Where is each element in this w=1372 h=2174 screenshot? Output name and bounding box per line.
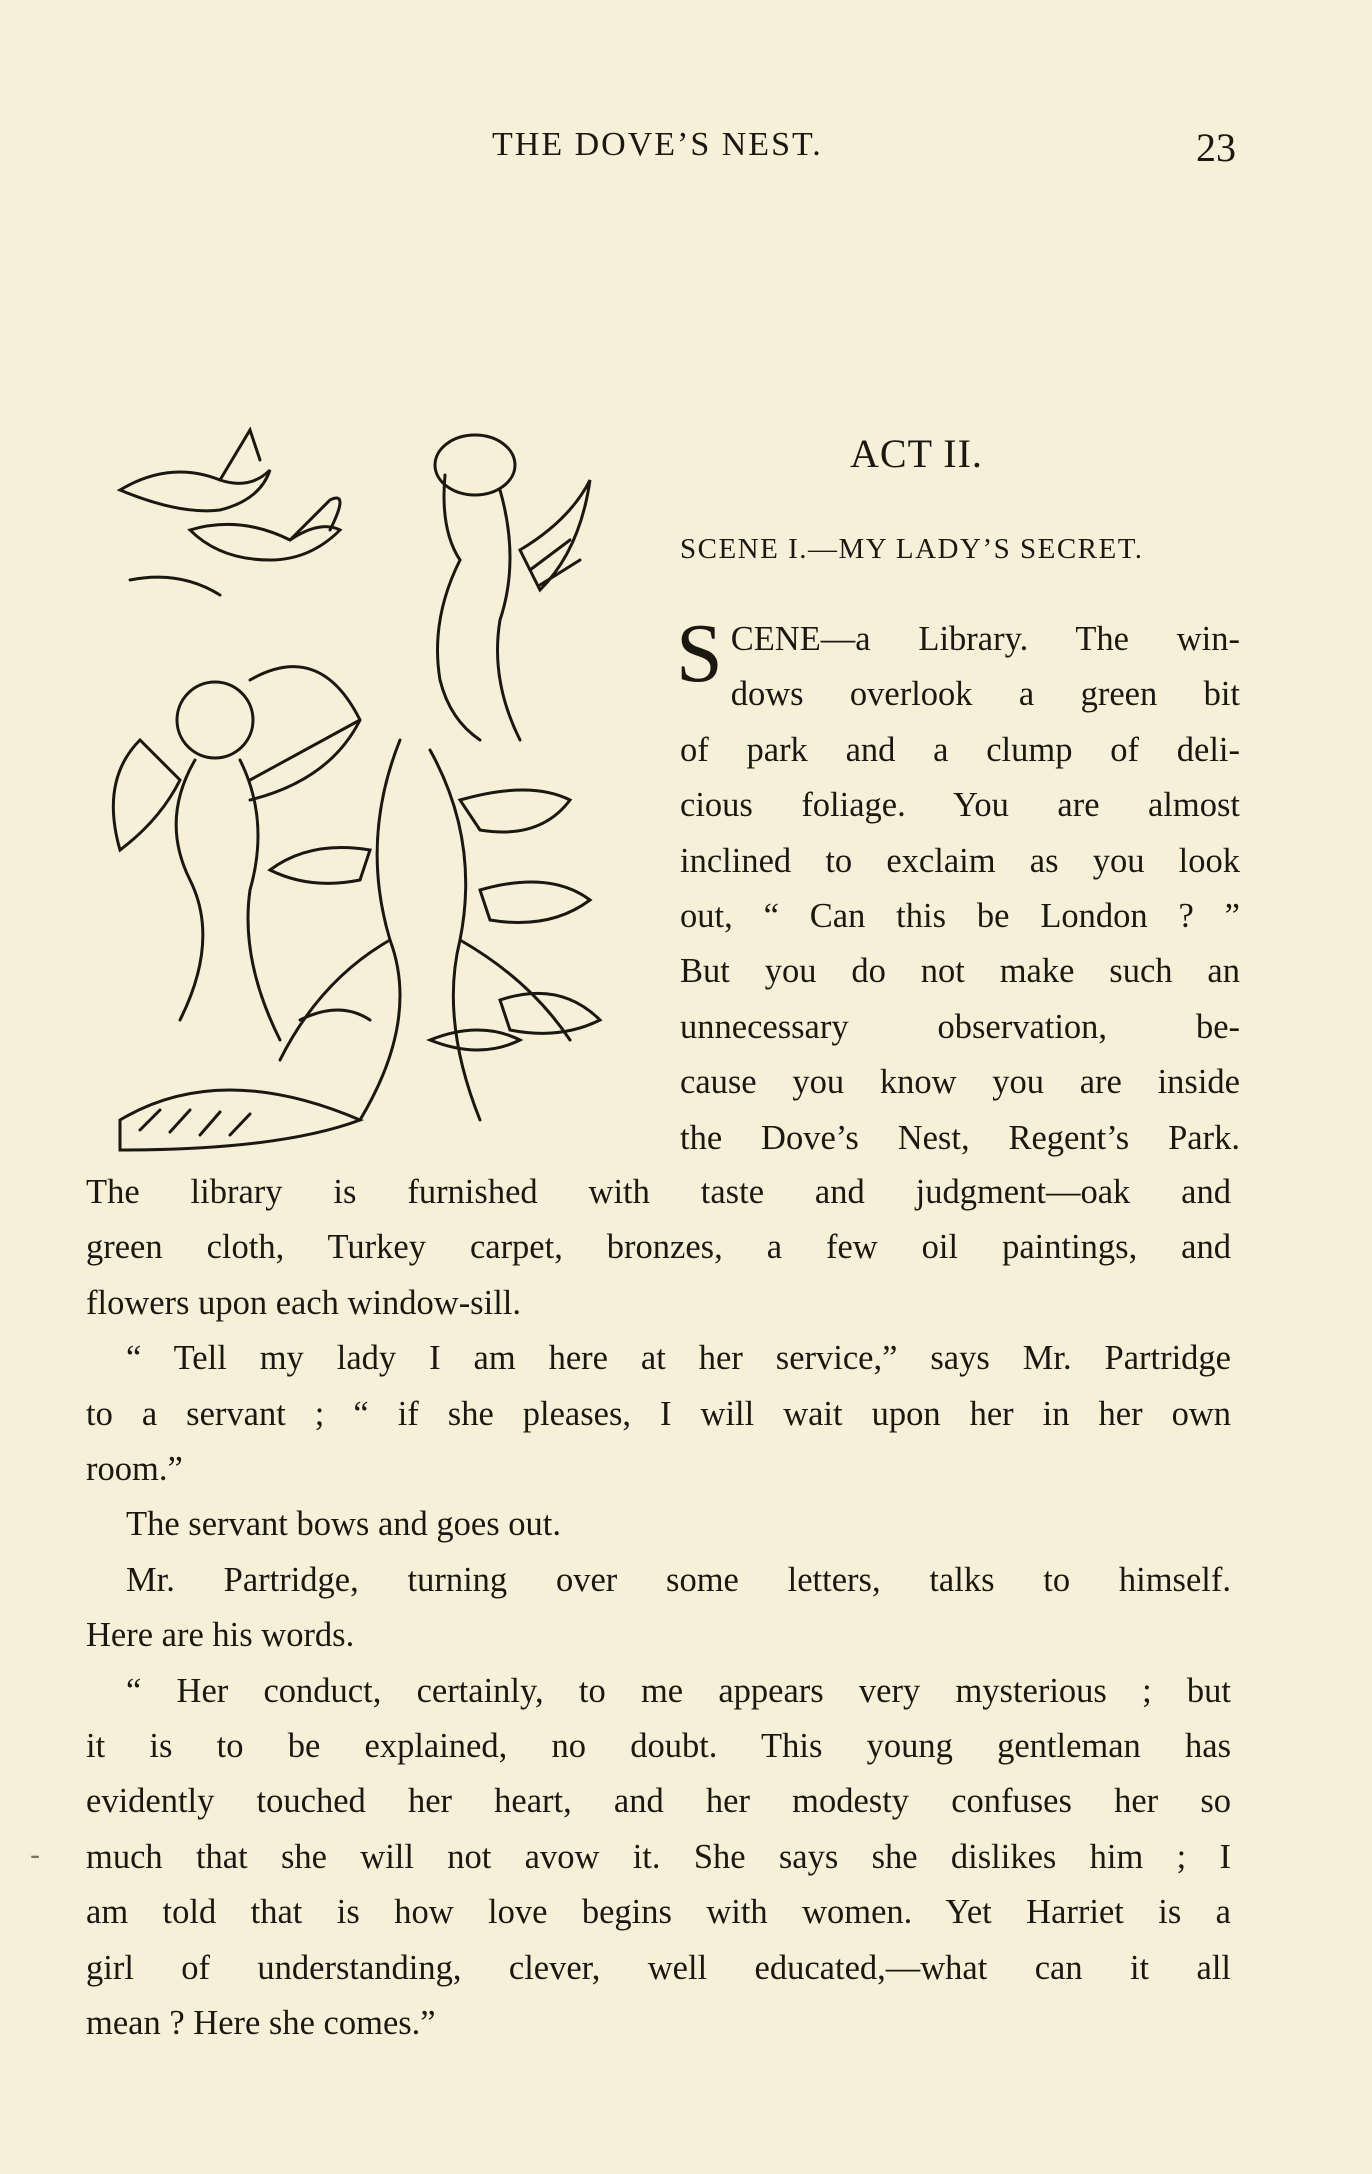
page-number: 23: [1196, 125, 1236, 170]
text-line: dows overlook a green bit: [730, 675, 1240, 714]
text-line: green cloth, Turkey carpet, bronzes, a few oil paintings, and: [86, 1228, 1231, 1267]
text-line: the Dove’s Nest, Regent’s Park.: [680, 1118, 1240, 1157]
text-line: flowers upon each window-sill.: [86, 1283, 521, 1322]
margin-mark: -: [30, 1838, 41, 1873]
text-line: “ Her conduct, certainly, to me appears very mysterious ; but: [126, 1671, 1231, 1710]
text-line: cause you know you are inside: [680, 1063, 1240, 1102]
text-line: evidently touched her heart, and her modesty confuses her so: [86, 1782, 1231, 1821]
body-text: [86, 1165, 1231, 2052]
text-line: The library is furnished with taste and judgment—oak and: [86, 1173, 1231, 1211]
text-line: unnecessary observation, be-: [680, 1007, 1240, 1046]
text-line: mean ? Here she comes.”: [86, 2004, 436, 2043]
text-line: Here are his words.: [86, 1616, 355, 1655]
text-line: inclined to exclaim as you look: [680, 841, 1240, 880]
text-line: room.”: [86, 1450, 183, 1489]
text-line: The servant bows and goes out.: [126, 1505, 561, 1544]
text-line: it is to be explained, no doubt. This young gentleman has: [86, 1727, 1231, 1766]
text-line: But you do not make such an: [680, 952, 1240, 991]
text-line: to a servant ; “ if she pleases, I will wait upon her in her own: [86, 1394, 1231, 1433]
act-heading: ACT II.: [850, 431, 983, 476]
scene-heading: SCENE I.—MY LADY’S SECRET.: [680, 533, 1144, 565]
text-line: am told that is how love begins with women. Yet Harriet is a: [86, 1893, 1231, 1932]
text-line: cious foliage. You are almost: [680, 786, 1240, 825]
text-line: Mr. Partridge, turning over some letters, talks to himself.: [126, 1560, 1231, 1599]
running-head: [0, 126, 1372, 186]
text-line: “ Tell my lady I am here at her service,” says Mr. Partridge: [126, 1339, 1231, 1378]
text-line: much that she will not avow it. She says she dislikes him ; I: [86, 1837, 1231, 1876]
running-title: THE DOVE’S NEST.: [492, 126, 823, 163]
drop-cap: S: [676, 607, 723, 700]
text-line: of park and a clump of deli-: [680, 730, 1240, 769]
text-line: CENE—a Library. The win-: [730, 620, 1240, 658]
opening-paragraph: [676, 607, 1240, 1166]
text-line: girl of understanding, clever, well educated,—what can it all: [86, 1948, 1231, 1987]
text-line: out, “ Can this be London ? ”: [680, 897, 1240, 936]
cupid-and-birds-engraving-icon: [100, 420, 640, 1160]
